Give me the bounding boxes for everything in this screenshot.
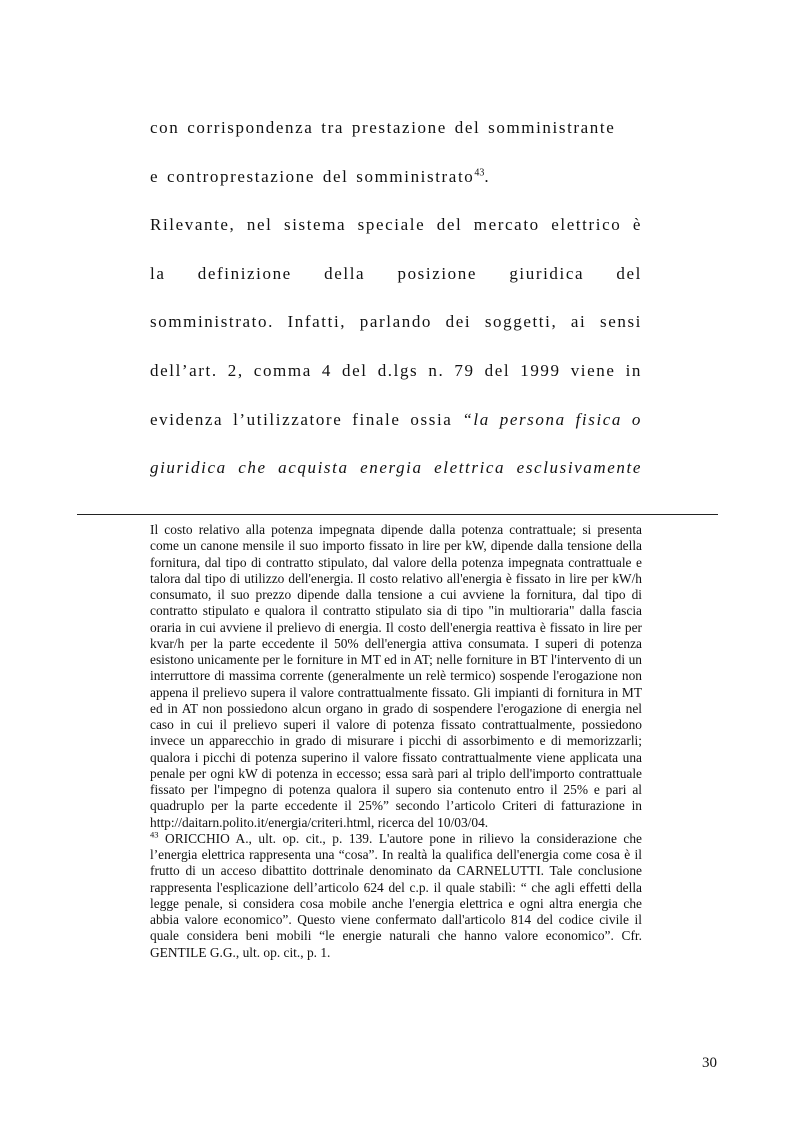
footnote-continuation: Il costo relativo alla potenza impegnata dipende dalla potenza contrattuale; si presenta come un canone mensile il suo importo fissato in lire per kW, dipende dalla tensione della fornitura, dal tipo di contratto stipulato, dal valore della potenza impegnata contrattuale e talora dal tipo di utilizzo dell'energia. Il costo relativo all'energia è fissato in lire per kW/h consumato, il suo prezzo dipende dalla tensione a cui avviene la fornitura, dal tipo di contratto stipulato e qualora il contratto stipulato sia di tipo "in multioraria" dalla fascia oraria in cui avviene il prelievo di energia. Il costo dell'energia reattiva è fissato in lire per kvar/h per la parte eccedente il 50% dell'energia attiva consumata. I superi di potenza esistono unicamente per le forniture in MT ed in AT; nelle forniture in BT l'intervento di un interruttore di massima corrente (generalmente un relè termico) sospende l'erogazione non appena il prelievo supera il valore contrattualmente fissato. Gli impianti di fornitura in MT ed in AT non possiedono alcun organo in grado di sospendere l'erogazione di energia nel caso in cui il prelievo superi il valore di potenza fissato contrattualmente, possiedono invece un apparecchio in grado di misurare i picchi di assorbimento e di memorizzarli; qualora i picchi di potenza superino il valore fissato contrattualmente viene applicata una penale per ogni kW di potenza in eccesso; essa sarà pari al triplo dell'importo contrattuale fissato per l'impegno di potenza qualora il supero sia contenuto entro il 25% e pari al quadruplo per la parte eccedente il 25%” secondo l’articolo Criteri di fatturazione in http://daitarn.polito.it/energia/criteri.html, ricerca del 10/03/04. (150, 522, 642, 830)
body-line-5: somministrato. Infatti, parlando dei soggetti, ai sensi (150, 312, 642, 332)
body-line-2 (150, 153, 642, 202)
page-number: 30 (702, 1055, 717, 1071)
footnote-separator (77, 514, 718, 515)
body-line-2-end: . (484, 166, 491, 186)
footnote-43 (150, 831, 642, 961)
body-line-1: con corrispondenza tra prestazione del somministrante (150, 118, 616, 137)
body-line-7 (150, 396, 642, 445)
body-line-2-text: e controprestazione del somministrato (150, 166, 475, 186)
body-line-8: giuridica che acquista energia elettrica esclusivamente (150, 458, 642, 478)
body-line-6: dell’art. 2, comma 4 del d.lgs n. 79 del 1999 viene in (150, 360, 642, 380)
body-text (150, 104, 642, 493)
body-line-4: la definizione della posizione giuridica del (150, 263, 642, 283)
footnote-43-number: 43 (150, 829, 159, 840)
body-line-7-quote: “la persona fisica o (462, 409, 642, 429)
footnotes (150, 522, 642, 961)
footnote-reference-43: 43 (474, 166, 485, 178)
body-line-3: Rilevante, nel sistema speciale del mercato elettrico è (150, 215, 642, 235)
body-line-7-text: evidenza l’utilizzatore finale ossia (150, 409, 453, 429)
footnote-43-text: ORICCHIO A., ult. op. cit., p. 139. L'autore pone in rilievo la considerazione che l’energia elettrica rappresenta una “cosa”. In realtà la qualifica dell'energia come cosa è il frutto di un acceso dibattito dottrinale denominato da CARNELUTTI. Tale conclusione rappresenta l'esplicazione dell’articolo 624 del c.p. il quale stabilì: “ che agli effetti della legge penale, si considera cosa mobile anche l'energia elettrica e ogni altra energia che abbia valore economico”. Questo viene confermato dall'articolo 814 del codice civile il quale considera beni mobili “le energie naturali che hanno valore economico”. Cfr. GENTILE G.G., ult. op. cit., p. 1. (150, 830, 642, 960)
